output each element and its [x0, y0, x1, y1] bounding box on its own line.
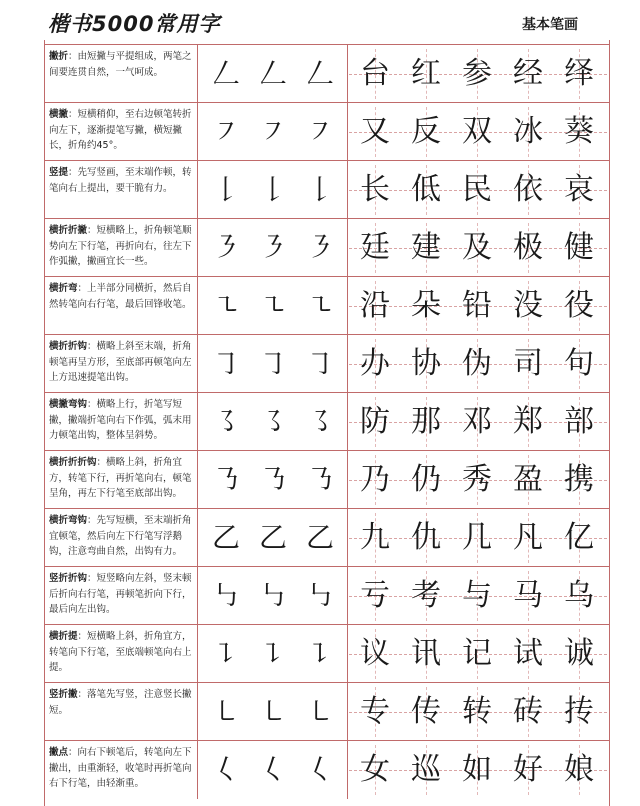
- stroke-sample: ㇇: [258, 115, 287, 148]
- stroke-sample: ㇌: [258, 405, 287, 438]
- example-character: 部: [564, 404, 594, 439]
- stroke-description: [49, 339, 197, 389]
- stroke-description: [49, 629, 197, 679]
- stroke-practice-sheet: [44, 40, 610, 806]
- stroke-sample: 𡿨: [258, 753, 287, 786]
- example-character: 抟: [564, 694, 594, 729]
- stroke-sample: 𠃋: [258, 57, 287, 90]
- example-character: 考: [411, 578, 441, 613]
- column-divider: [197, 683, 198, 741]
- example-character: 又: [360, 114, 390, 149]
- example-character: 句: [564, 346, 594, 381]
- stroke-description: [49, 513, 197, 563]
- column-divider: [347, 103, 348, 161]
- example-character: 绎: [564, 56, 594, 91]
- example-character: 廷: [360, 230, 390, 265]
- example-character: 女: [360, 752, 390, 787]
- example-character: 记: [462, 636, 492, 671]
- example-character: 反: [411, 114, 441, 149]
- stroke-sample: ㇊: [211, 637, 240, 670]
- example-character: 台: [360, 56, 390, 91]
- example-character: 低: [411, 172, 441, 207]
- column-divider: [197, 103, 198, 161]
- stroke-name: 撇折: [49, 51, 69, 62]
- column-divider: [347, 161, 348, 219]
- example-character: 没: [513, 288, 543, 323]
- stroke-sample: ㇄: [305, 695, 334, 728]
- stroke-row: [45, 276, 609, 335]
- stroke-name: 横折提: [49, 631, 78, 642]
- stroke-sample: ㇉: [305, 579, 334, 612]
- example-character: 娘: [564, 752, 594, 787]
- example-character: 郑: [513, 404, 543, 439]
- column-divider: [197, 451, 198, 509]
- example-character: 专: [360, 694, 390, 729]
- stroke-description: [49, 687, 197, 737]
- example-character: 凡: [513, 520, 543, 555]
- stroke-row: [45, 624, 609, 683]
- stroke-sample: ㇇: [305, 115, 334, 148]
- example-character: 经: [513, 56, 543, 91]
- column-divider: [347, 335, 348, 393]
- column-divider: [197, 335, 198, 393]
- stroke-sample: ㇄: [258, 695, 287, 728]
- section-title: 基本笔画: [522, 17, 578, 33]
- example-character: 那: [411, 404, 441, 439]
- stroke-description: [49, 223, 197, 273]
- stroke-description-text: ：短横稍仰，至右边顿笔转折向左下，逐渐提笔写撇，横短撇长，折角约45°。: [49, 109, 192, 151]
- example-character: 民: [462, 172, 492, 207]
- stroke-sample: ㇋: [258, 231, 287, 264]
- example-character: 砖: [513, 694, 543, 729]
- column-divider: [347, 567, 348, 625]
- stroke-description-text: ：落笔先写竖，注意竖长撇短。: [49, 689, 192, 716]
- stroke-sample: ㇋: [211, 231, 240, 264]
- stroke-row: [45, 508, 609, 567]
- column-divider: [197, 161, 198, 219]
- example-character: 九: [360, 520, 390, 555]
- stroke-row: [45, 392, 609, 451]
- stroke-sample: ㇆: [305, 347, 334, 380]
- example-character: 沿: [360, 288, 390, 323]
- column-divider: [197, 277, 198, 335]
- example-character: 如: [462, 752, 492, 787]
- stroke-sample: ㇆: [211, 347, 240, 380]
- example-character: 冰: [513, 114, 543, 149]
- example-character: 亏: [360, 578, 390, 613]
- example-character: 建: [411, 230, 441, 265]
- stroke-sample: ㇌: [305, 405, 334, 438]
- example-character: 亿: [564, 520, 594, 555]
- stroke-sample: 𠄌: [305, 173, 334, 206]
- example-character: 邓: [462, 404, 492, 439]
- stroke-description-text: ：由短撇与平提组成，两笔之间要连贯自然，一气呵成。: [49, 51, 192, 78]
- example-character: 红: [411, 56, 441, 91]
- example-character: 携: [564, 462, 594, 497]
- example-character: 好: [513, 752, 543, 787]
- stroke-description-text: ：先写竖画，至末端作顿，转笔向右上提出，要干脆有力。: [49, 167, 192, 194]
- stroke-sample: 乙: [258, 521, 287, 554]
- example-character: 传: [411, 694, 441, 729]
- stroke-description: [49, 745, 197, 795]
- example-character: 葵: [564, 114, 594, 149]
- example-character: 朵: [411, 288, 441, 323]
- stroke-description: [49, 455, 197, 505]
- example-character: 与: [462, 578, 492, 613]
- stroke-name: 横撇弯钩: [49, 399, 88, 410]
- example-character: 伪: [462, 346, 492, 381]
- stroke-description-text: ：短竖略向左斜，竖末顿后折向右行笔，再顿笔折向下行，最后向左出钩。: [49, 573, 192, 615]
- stroke-sample: ㇄: [211, 695, 240, 728]
- stroke-sample: ㇇: [211, 115, 240, 148]
- column-divider: [197, 45, 198, 103]
- column-divider: [347, 451, 348, 509]
- stroke-sample: ㇡: [258, 463, 287, 496]
- stroke-sample: ㇍: [258, 289, 287, 322]
- example-character: 转: [462, 694, 492, 729]
- example-character: 参: [462, 56, 492, 91]
- column-divider: [347, 393, 348, 451]
- stroke-name: 横折折撇: [49, 225, 88, 236]
- stroke-sample: ㇊: [305, 637, 334, 670]
- example-character: 马: [513, 578, 543, 613]
- example-character: 诚: [564, 636, 594, 671]
- column-divider: [347, 277, 348, 335]
- column-divider: [197, 741, 198, 799]
- stroke-sample: 𠃋: [305, 57, 334, 90]
- column-divider: [347, 45, 348, 103]
- example-character: 协: [411, 346, 441, 381]
- stroke-sample: ㇍: [211, 289, 240, 322]
- stroke-sample: ㇉: [211, 579, 240, 612]
- example-character: 乃: [360, 462, 390, 497]
- stroke-sample: ㇆: [258, 347, 287, 380]
- book-title: 楷书5000常用字: [48, 12, 221, 36]
- stroke-sample: 𠃋: [211, 57, 240, 90]
- stroke-sample: ㇋: [305, 231, 334, 264]
- column-divider: [347, 683, 348, 741]
- example-character: 仇: [411, 520, 441, 555]
- stroke-description: [49, 397, 197, 447]
- stroke-row: [45, 160, 609, 219]
- stroke-sample: 乙: [211, 521, 240, 554]
- stroke-description-text: ：短横略上，折角顿笔顺势向左下行笔，再折向右，往左下作弧撇，撇画宜长一些。: [49, 225, 192, 267]
- stroke-row: [45, 740, 609, 799]
- stroke-name: 横折弯钩: [49, 515, 88, 526]
- example-character: 铅: [462, 288, 492, 323]
- stroke-sample: ㇡: [211, 463, 240, 496]
- column-divider: [197, 625, 198, 683]
- stroke-name: 竖折折钩: [49, 573, 88, 584]
- stroke-row: [45, 334, 609, 393]
- example-character: 及: [462, 230, 492, 265]
- stroke-description-text: ：横略上行，折笔写短撇，撇端折笔向右下作弧，弧末用力顿笔出钩，整体呈斜势。: [49, 399, 192, 441]
- stroke-description-text: ：横略上斜，折角宜方，转笔下行，再折笔向右，顿笔呈角，再左下行笔至底部出钩。: [49, 457, 192, 499]
- example-character: 健: [564, 230, 594, 265]
- column-divider: [347, 741, 348, 799]
- stroke-description-text: ：向右下顿笔后，转笔向左下撇出，由重渐轻，收笔时再折笔向右下行笔，由轻渐重。: [49, 747, 192, 789]
- stroke-description: [49, 571, 197, 621]
- stroke-description: [49, 165, 197, 215]
- stroke-description-text: ：上半部分同横折，然后自然转笔向右行笔，最后回锋收笔。: [49, 283, 192, 310]
- stroke-description-text: ：短横略上斜，折角宜方，转笔向下行笔，至底端顿笔向右上提。: [49, 631, 192, 673]
- stroke-row: [45, 218, 609, 277]
- stroke-row: [45, 566, 609, 625]
- column-divider: [347, 219, 348, 277]
- example-character: 役: [564, 288, 594, 323]
- example-character: 双: [462, 114, 492, 149]
- stroke-sample: ㇌: [211, 405, 240, 438]
- stroke-row: [45, 682, 609, 741]
- stroke-description: [49, 107, 197, 157]
- stroke-sample: ㇡: [305, 463, 334, 496]
- example-character: 讯: [411, 636, 441, 671]
- example-character: 议: [360, 636, 390, 671]
- stroke-sample: 𠄌: [211, 173, 240, 206]
- example-character: 司: [513, 346, 543, 381]
- stroke-sample: ㇊: [258, 637, 287, 670]
- stroke-sample: ㇉: [258, 579, 287, 612]
- stroke-name: 撇点: [49, 747, 69, 758]
- example-character: 仍: [411, 462, 441, 497]
- example-character: 极: [513, 230, 543, 265]
- example-character: 哀: [564, 172, 594, 207]
- stroke-name: 竖折撇: [49, 689, 78, 700]
- column-divider: [197, 567, 198, 625]
- example-character: 依: [513, 172, 543, 207]
- stroke-description-text: ：先写短横，至末端折角宜顿笔，然后向左下行笔写浮鹅钩，注意弯曲自然，出钩有力。: [49, 515, 192, 557]
- example-character: 秀: [462, 462, 492, 497]
- column-divider: [197, 509, 198, 567]
- stroke-name: 横折折折钩: [49, 457, 97, 468]
- stroke-sample: 𡿨: [211, 753, 240, 786]
- stroke-name: 横折折钩: [49, 341, 88, 352]
- example-character: 巡: [411, 752, 441, 787]
- example-character: 办: [360, 346, 390, 381]
- stroke-sample: 乙: [305, 521, 334, 554]
- stroke-description: [49, 49, 197, 99]
- example-character: 乌: [564, 578, 594, 613]
- stroke-sample: 𠄌: [258, 173, 287, 206]
- example-character: 盈: [513, 462, 543, 497]
- stroke-row: [45, 44, 609, 103]
- example-character: 防: [360, 404, 390, 439]
- stroke-name: 横折弯: [49, 283, 78, 294]
- stroke-name: 横撇: [49, 109, 69, 120]
- stroke-sample: ㇍: [305, 289, 334, 322]
- example-character: 长: [360, 172, 390, 207]
- column-divider: [197, 393, 198, 451]
- stroke-name: 竖提: [49, 167, 69, 178]
- column-divider: [197, 219, 198, 277]
- example-character: 试: [513, 636, 543, 671]
- stroke-row: [45, 102, 609, 161]
- stroke-row: [45, 450, 609, 509]
- stroke-description: [49, 281, 197, 331]
- example-character: 几: [462, 520, 492, 555]
- stroke-sample: 𡿨: [305, 753, 334, 786]
- column-divider: [347, 509, 348, 567]
- page-header: [0, 0, 640, 40]
- stroke-description-text: ：横略上斜至末端，折角顿笔再呈方形，至底部再顿笔向左上方迅速提笔出钩。: [49, 341, 192, 383]
- column-divider: [347, 625, 348, 683]
